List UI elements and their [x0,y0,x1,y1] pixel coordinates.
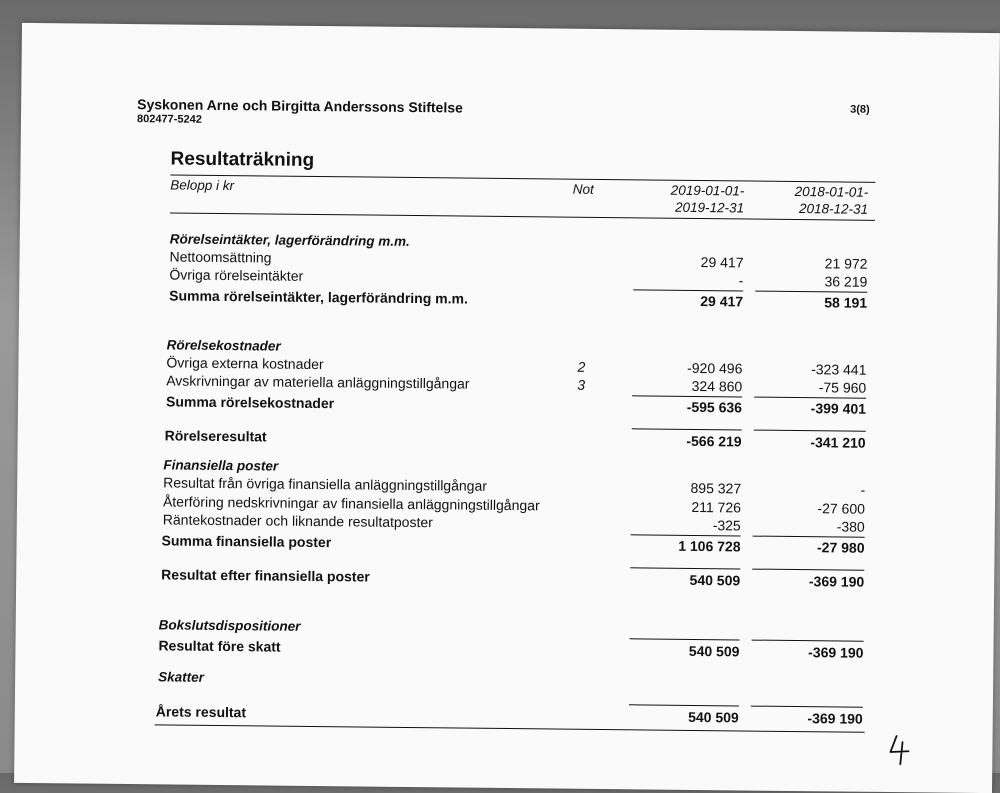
row-label: Räntekostnader och liknande resultatposter [162,511,433,531]
handwritten-mark-icon [886,732,916,766]
value-2018: -369 190 [808,573,865,590]
value-2018: 36 219 [824,273,868,290]
value-2019: -595 636 [686,398,743,416]
row-label: Summa rörelseintäkter, lagerförändring m.m. [169,287,468,307]
sum-line [755,291,867,293]
value-2019: -920 496 [687,359,743,377]
org-number: 802477-5242 [136,113,202,126]
value-2018: -75 960 [818,379,867,396]
row-label: Övriga externa kostnader [166,354,324,373]
sum-line [631,534,741,536]
value-2018: 21 972 [824,255,868,272]
value-2019: -566 219 [686,432,742,450]
value-2018: -341 210 [810,434,866,451]
value-2018: -323 441 [811,361,867,378]
section-title-taxes: Skatter [158,669,205,685]
sum-line [754,430,866,432]
row-label: Resultat efter finansiella poster [161,566,370,585]
sum-line [630,567,740,569]
sum-line [752,640,864,642]
value-2019: -325 [712,517,741,534]
row-label: Summa rörelsekostnader [165,393,335,412]
value-2018: 58 191 [824,294,868,311]
page-number: 3(8) [850,103,870,116]
value-2019: 895 327 [690,479,742,497]
value-2018: -399 401 [810,400,867,417]
value-2019: 324 860 [691,377,743,395]
value-2018: -27 600 [817,500,866,517]
sum-line [633,289,743,291]
sum-line [629,704,739,706]
value-2019: 540 509 [688,708,739,726]
page-title: Resultaträkning [170,148,315,171]
row-label: Rörelseresultat [164,427,267,445]
value-2018: -27 980 [816,539,865,556]
column-header-2019-end: 2019-12-31 [674,199,745,216]
column-header-2018-end: 2018-12-31 [798,201,869,217]
row-label: Årets resultat [155,703,247,721]
row-note: 2 [577,358,586,375]
row-label: Summa finansiella poster [161,532,332,551]
section-title-operating-income: Rörelseintäkter, lagerförändring m.m. [169,231,410,249]
value-2019: 1 106 728 [678,537,741,555]
row-label: Resultat från övriga finansiella anläggningstillgångar [163,474,488,494]
value-2018: -380 [836,518,865,535]
title-rule [170,174,875,182]
sum-line [751,706,863,708]
value-2019: 211 726 [691,498,742,516]
document-page [14,23,1000,793]
sum-line [753,536,865,538]
row-label: Resultat före skatt [158,637,281,655]
sum-line [752,569,864,571]
sum-line [754,397,866,399]
sum-line [632,395,742,397]
row-label: Nettoomsättning [169,248,272,266]
value-2018: - [860,481,866,498]
sum-line [632,428,742,430]
section-title-financial-items: Finansiella poster [163,457,279,474]
value-2019: 29 417 [700,293,744,310]
value-2019: - [738,272,744,289]
row-label: Övriga rörelseintäkter [169,266,304,284]
value-2019: 540 509 [689,571,741,589]
value-2018: -369 190 [808,644,864,661]
column-header-note: Not [572,181,594,197]
column-header-amount: Belopp i kr [170,177,235,194]
section-title-appropriations: Bokslutsdispositioner [158,617,301,634]
row-label: Återföring nedskrivningar av finansiella anläggningstillgångar [162,493,540,514]
column-header-2019-start: 2019-01-01- [670,182,745,199]
value-2018: -369 190 [807,710,863,727]
sum-line [630,638,740,640]
value-2019: 540 509 [688,642,740,660]
section-title-operating-costs: Rörelsekostnader [166,337,281,354]
row-label: Avskrivningar av materiella anläggningstillgångar [166,372,470,392]
column-header-2018-start: 2018-01-01- [794,184,869,200]
row-note: 3 [577,376,586,393]
value-2019: 29 417 [700,254,744,271]
company-name: Syskonen Arne och Birgitta Anderssons Stiftelse [137,96,463,116]
